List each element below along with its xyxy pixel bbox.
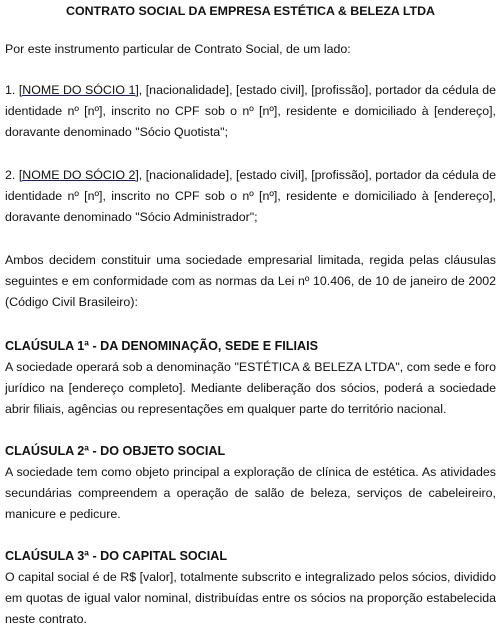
clause-2-body: A sociedade tem como objeto principal a exploração de clínica de estética. As atividades secundárias compreendem a operação de salão de beleza, serviços de cabeleireiro, manicure e pedicure. bbox=[5, 465, 496, 521]
clause-1-body: A sociedade operará sob a denominação "ESTÉTICA & BELEZA LTDA", com sede e foro jurídico na [endereço completo]. Mediante deliberação dos sócios, poderá a sociedade abrir filiais, agências ou representações em qualquer parte do território nacional. bbox=[5, 360, 496, 416]
party-1-paragraph bbox=[5, 80, 496, 143]
declaration-paragraph: Ambos decidem constituir uma sociedade empresarial limitada, regida pelas cláusulas seguintes e em conformidade com as normas da Lei nº 10.406, de 10 de janeiro de 2002 (Código Civil Brasileiro): bbox=[5, 253, 496, 309]
clause-1-heading: CLAÚSULA 1ª - DA DENOMINAÇÃO, SEDE E FILIAIS bbox=[5, 339, 318, 353]
party-2-paragraph bbox=[5, 165, 496, 228]
party-2-number: 2. bbox=[5, 168, 19, 182]
party-2-details: , [nacionalidade], [estado civil], [profissão], portador da cédula de identidade nº [nº], inscrito no CPF sob o nº [nº], residente e domiciliado à [endereço], doravante denominado "Sócio Administrador"; bbox=[5, 168, 497, 224]
clause-3-body: O capital social é de R$ [valor], totalmente subscrito e integralizado pelos sócios, dividido em quotas de igual valor nominal, distribuídas entre os sócios na proporção estabelecida neste contrato. bbox=[5, 570, 496, 626]
party-1-number: 1. bbox=[5, 83, 19, 97]
party-2-name-placeholder: [NOME DO SÓCIO 2] bbox=[18, 168, 139, 182]
contract-page bbox=[5, 0, 496, 630]
clause-2-heading: CLAÚSULA 2ª - DO OBJETO SOCIAL bbox=[5, 444, 226, 458]
intro-paragraph: Por este instrumento particular de Contrato Social, de um lado: bbox=[5, 42, 351, 56]
party-1-details: , [nacionalidade], [estado civil], [profissão], portador da cédula de identidade nº [nº], inscrito no CPF sob o nº [nº], residente e domiciliado à [endereço], doravante denominado "Sócio Quotista"; bbox=[5, 83, 497, 139]
document-title: CONTRATO SOCIAL DA EMPRESA ESTÉTICA & BELEZA LTDA bbox=[66, 4, 435, 18]
clause-3-heading: CLAÚSULA 3ª - DO CAPITAL SOCIAL bbox=[5, 549, 228, 563]
party-1-name-placeholder: [NOME DO SÓCIO 1] bbox=[18, 83, 139, 97]
